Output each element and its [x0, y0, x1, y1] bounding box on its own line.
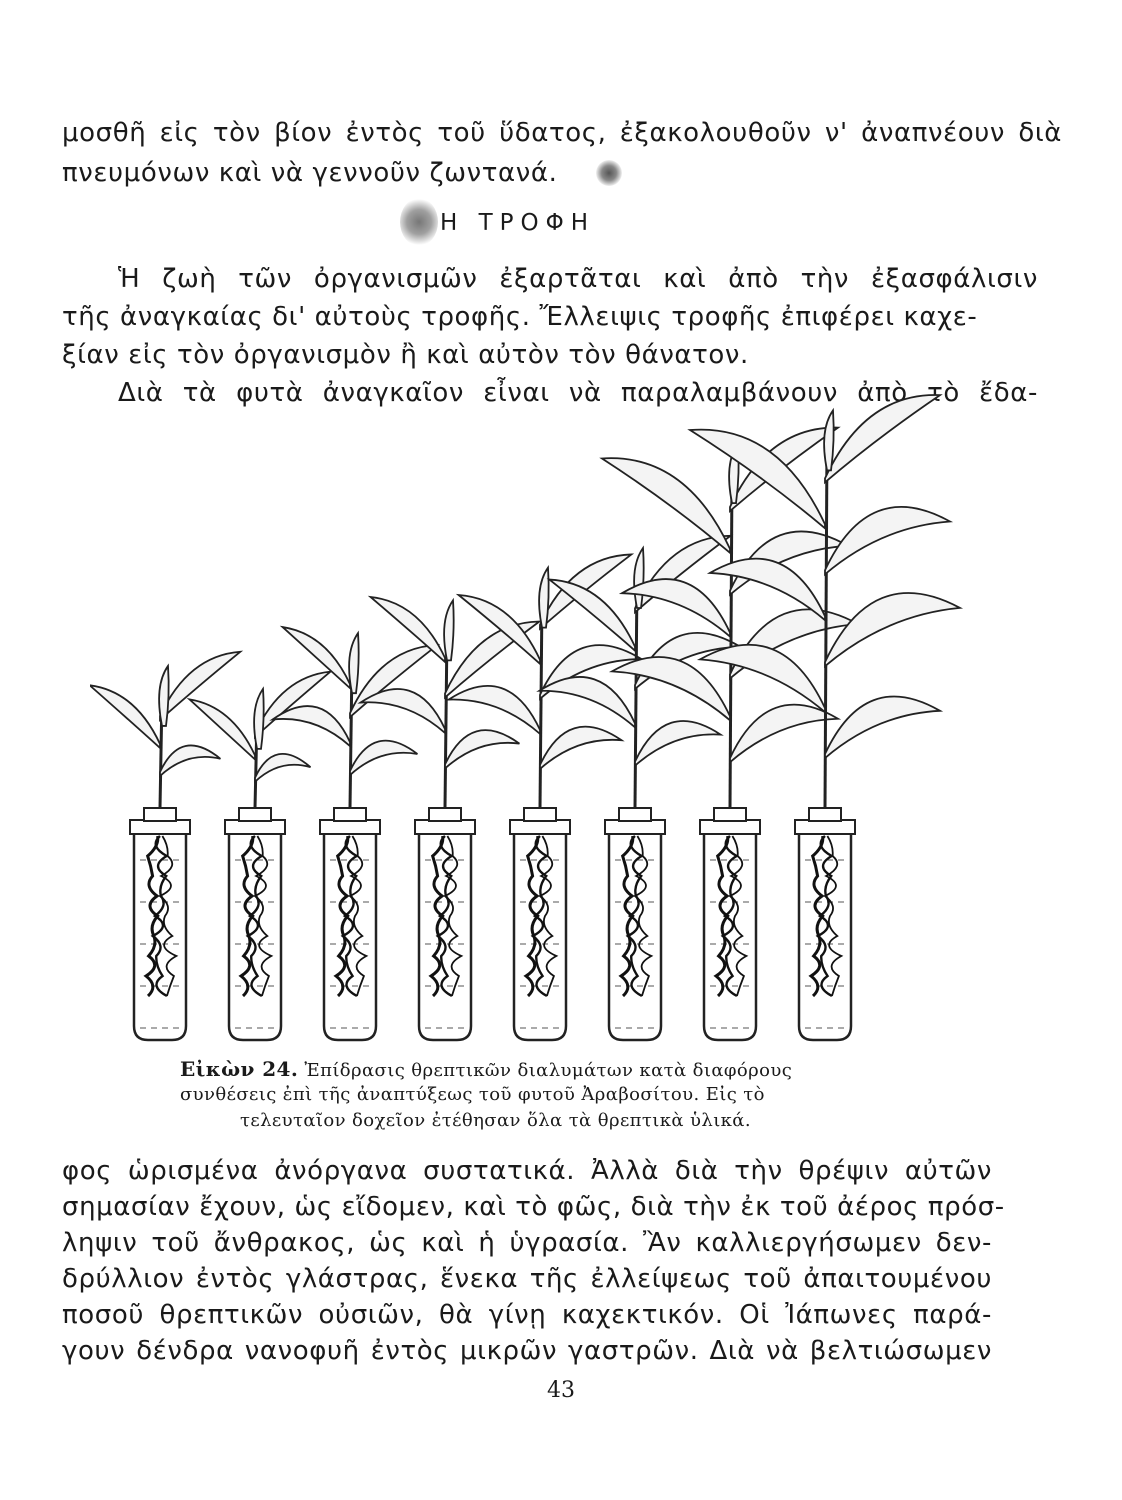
- tube-stopper: [510, 820, 570, 834]
- text-line: Διὰ τὰ φυτὰ ἀναγκαῖον εἶναι νὰ παραλαμβάνουν ἀπὸ τὸ ἔδα-: [118, 378, 1038, 408]
- tube-cork: [524, 808, 556, 821]
- leaf: [159, 666, 169, 726]
- tube-cork: [619, 808, 651, 821]
- text-line: Ἡ ζωὴ τῶν ὀργανισμῶν ἐξαρτᾶται καὶ ἀπὸ τὴν ἐξασφάλισιν: [118, 264, 1038, 294]
- leaf: [90, 685, 160, 748]
- tube-cork: [809, 808, 841, 821]
- tube-stopper: [700, 820, 760, 834]
- ink-smudge: [596, 160, 622, 186]
- leaf: [444, 600, 454, 660]
- leaf: [445, 730, 519, 768]
- leaf: [539, 677, 635, 727]
- maize-growth-figure: [90, 390, 970, 1050]
- tube-cork: [239, 808, 271, 821]
- leaf: [825, 507, 950, 574]
- ink-smudge: [400, 198, 438, 246]
- leaf: [361, 689, 445, 733]
- leaf: [549, 580, 635, 651]
- leaf: [349, 633, 359, 693]
- tube-cork: [429, 808, 461, 821]
- tube-stopper: [415, 820, 475, 834]
- leaf: [255, 754, 311, 782]
- figure-caption-line: τελευταῖον δοχεῖον ἐτέθησαν ὅλα τὰ θρεπτικὰ ὑλικά.: [240, 1110, 751, 1131]
- leaf: [825, 395, 940, 482]
- text-line: δρύλλιον ἐντὸς γλάστρας, ἕνεκα τῆς ἐλλείψεως τοῦ ἀπαιτουμένου: [62, 1264, 992, 1294]
- leaf: [273, 706, 350, 746]
- leaf: [612, 657, 730, 720]
- figure-caption-line: [180, 1056, 900, 1084]
- text-line: ποσοῦ θρεπτικῶν οὐσιῶν, θὰ γίνῃ καχεκτικόν. Οἱ Ἰάπωνες παρά-: [62, 1300, 992, 1330]
- tube-cork: [714, 808, 746, 821]
- text-line: φος ὡρισμένα ἀνόργανα συστατικά. Ἀλλὰ διὰ τὴν θρέψιν αὐτῶν: [62, 1156, 992, 1186]
- leaf: [539, 568, 549, 628]
- text-line: ξίαν εἰς τὸν ὀργανισμὸν ἢ καὶ αὐτὸν τὸν θάνατον.: [62, 340, 749, 370]
- text-line: γουν δένδρα νανοφυῆ ἐντὸς μικρῶν γαστρῶν. Διὰ νὰ βελτιώσωμεν: [62, 1336, 992, 1366]
- text-line: μοσθῆ εἰς τὸν βίον ἐντὸς τοῦ ὕδατος, ἐξακολουθοῦν ν' ἀναπνέουν διὰ: [62, 118, 1062, 148]
- text-line: πνευμόνων καὶ νὰ γεννοῦν ζωντανά.: [62, 158, 558, 188]
- leaf: [634, 548, 644, 608]
- text-line: σημασίαν ἔχουν, ὡς εἴδομεν, καὶ τὸ φῶς, διὰ τὴν ἐκ τοῦ ἀέρος πρόσ-: [62, 1192, 1005, 1222]
- test-tube-plant: [190, 672, 331, 1040]
- text-line: ληψιν τοῦ ἄνθρακος, ὡς καὶ ἡ ὑγρασία. Ἂν καλλιεργήσωμεν δεν-: [62, 1228, 992, 1258]
- leaf: [254, 689, 264, 749]
- leaf: [255, 672, 331, 738]
- leaf: [449, 686, 540, 734]
- leaf: [635, 721, 721, 766]
- page-number: 43: [547, 1378, 575, 1403]
- figure-caption-line: συνθέσεις ἐπὶ τῆς ἀναπτύξεως τοῦ φυτοῦ Ἀραβοσίτου. Εἰς τὸ: [180, 1084, 765, 1105]
- tube-stopper: [795, 820, 855, 834]
- leaf: [540, 727, 621, 769]
- text-line: τῆς ἀναγκαίας δι' αὐτοὺς τροφῆς. Ἔλλειψις τροφῆς ἐπιφέρει καχε-: [62, 302, 978, 332]
- leaf: [160, 745, 220, 776]
- tube-stopper: [605, 820, 665, 834]
- leaf: [825, 593, 960, 666]
- tube-cork: [144, 808, 176, 821]
- tube-stopper: [225, 820, 285, 834]
- leaf: [825, 696, 940, 758]
- section-heading: Η ΤΡΟΦΗ: [440, 210, 596, 236]
- leaf: [350, 741, 417, 775]
- tube-cork: [334, 808, 366, 821]
- figure-label: Εἰκὼν 24.: [180, 1057, 299, 1081]
- tube-stopper: [130, 820, 190, 834]
- leaf: [730, 705, 838, 763]
- leaf: [824, 410, 834, 470]
- figure-caption-text: Ἐπίδρασις θρεπτικῶν διαλυμάτων κατὰ διαφόρους: [304, 1060, 793, 1081]
- tube-stopper: [320, 820, 380, 834]
